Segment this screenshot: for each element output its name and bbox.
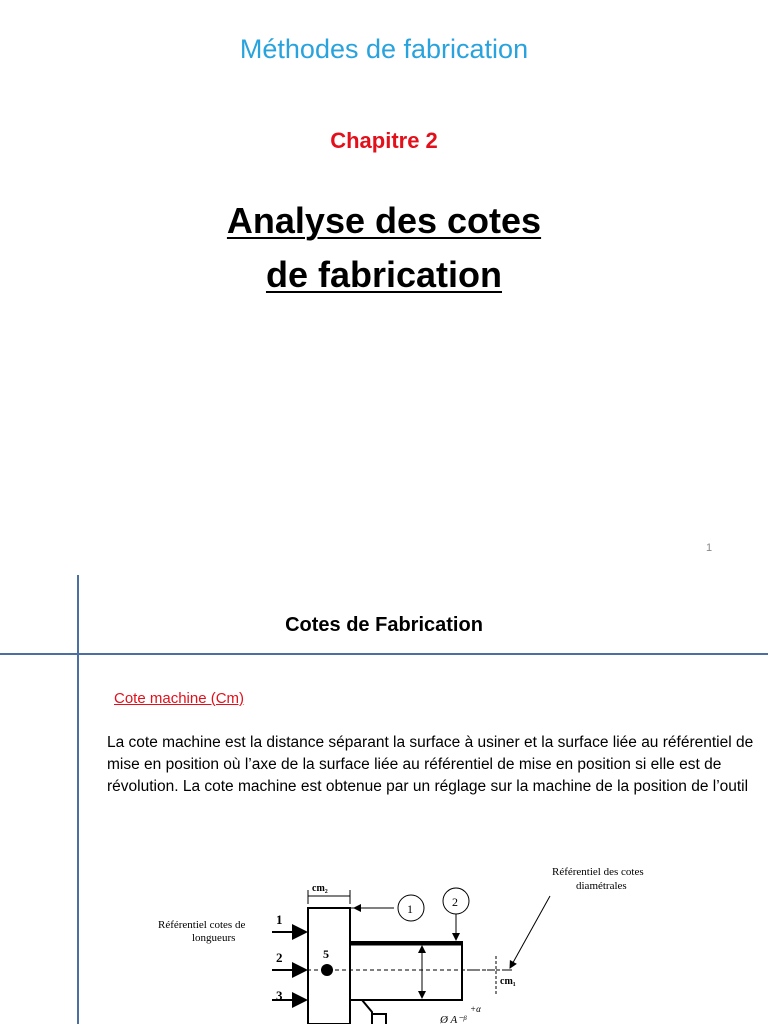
tolerance-plus: +α (470, 1004, 481, 1014)
course-title: Méthodes de fabrication (239, 34, 529, 64)
callout-1: 1 (407, 902, 413, 916)
num-2: 2 (276, 950, 283, 965)
slide-title-line-1: Analyse des cotes (226, 200, 542, 241)
cm1-label: cm₁ (500, 976, 516, 987)
num-1: 1 (276, 912, 283, 927)
slide-title-line-2: de fabrication (265, 254, 503, 295)
ref-longueurs-label-2: longueurs (192, 932, 236, 944)
section-title: Cotes de Fabrication (285, 614, 483, 636)
num-5: 5 (323, 947, 329, 961)
callout-2: 2 (452, 895, 458, 909)
ref-diam-label-2: diamétrales (576, 880, 627, 892)
tolerance-diameter: Ø A⁻ᵝ (440, 1014, 467, 1024)
ref-diam-label-1: Référentiel des cotes (552, 866, 644, 878)
vertical-divider (77, 575, 79, 1024)
cote-machine-diagram (140, 860, 720, 1024)
workpiece-shaft (350, 942, 462, 1000)
num-3: 3 (276, 988, 283, 1003)
slide-title (0, 194, 768, 302)
chapter-label: Chapitre 2 (330, 128, 438, 153)
center-point (321, 964, 333, 976)
page-number: 1 (706, 542, 713, 554)
ref-longueurs-label-1: Référentiel cotes de (158, 919, 246, 931)
section-subtitle: Cote machine (Cm) (114, 690, 245, 707)
tool-profile (350, 1000, 372, 1024)
horizontal-divider (0, 653, 768, 655)
cm2-label: cm₂ (312, 883, 328, 894)
section-paragraph: La cote machine est la distance séparant la surface à usiner et la surface liée au référentiel de mise en position où l’axe de la surface liée au référentiel de mise en position si elle est de révolution. La cote machine est obtenue par un réglage sur la machine de la position de l’outil (107, 734, 754, 795)
